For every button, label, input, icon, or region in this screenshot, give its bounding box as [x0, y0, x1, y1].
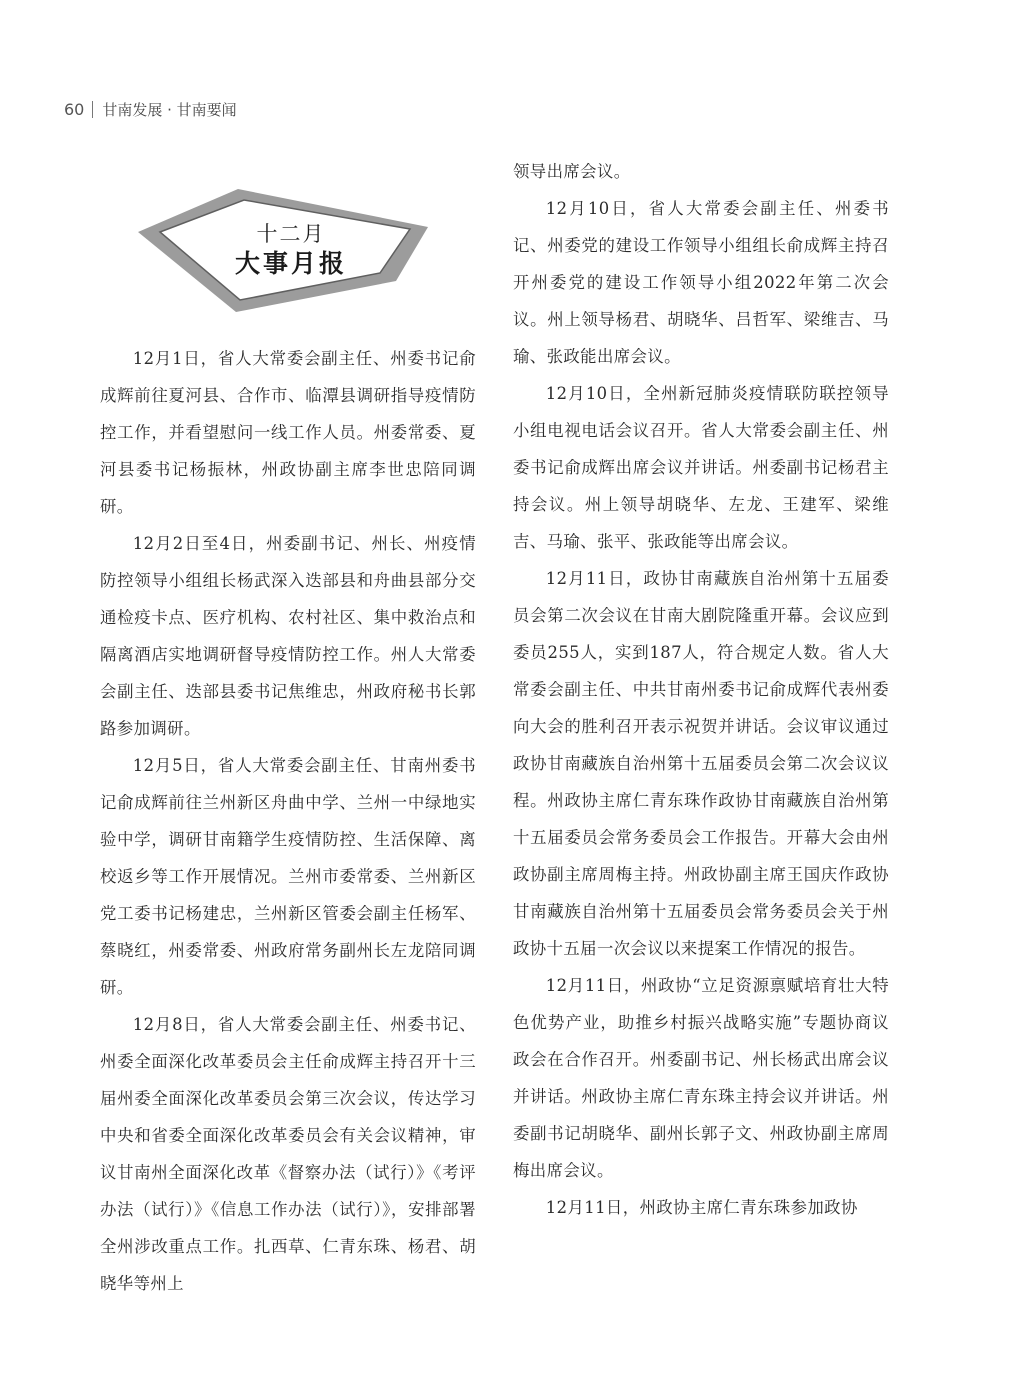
- paragraph-dec10-party-building: 12月10日，省人大常委会副主任、州委书记、州委党的建设工作领导小组组长俞成辉主持召开州委党的建设工作领导小组2022年第二次会议。州上领导杨君、胡晓华、吕哲军、梁维吉、马瑜、张政能出席会议。: [513, 199, 889, 366]
- paragraph-dec11-consultation: 12月11日，州政协“立足资源禀赋培育壮大特色优势产业，助推乡村振兴战略实施”专题协商议政会在合作召开。州委副书记、州长杨武出席会议并讲话。州政协主席仁青东珠主持会议并讲话。州委副书记胡晓华、副州长郭子文、州政协副主席周梅出席会议。: [513, 976, 889, 1180]
- title-box: [134, 186, 430, 316]
- title-line-month: 十二月: [256, 222, 326, 246]
- page-number: 60: [64, 100, 85, 119]
- right-column: [513, 153, 889, 1226]
- paragraph-dec8: 12月8日，省人大常委会副主任、州委书记、州委全面深化改革委员会主任俞成辉主持召开十三届州委全面深化改革委员会第三次会议，传达学习中央和省委全面深化改革委员会有关会议精神，审议甘南州全面深化改革《督察办法（试行）》《考评办法（试行）》《信息工作办法（试行）》，安排部署全州涉改重点工作。扎西草、仁青东珠、杨君、胡晓华等州上: [100, 1015, 476, 1293]
- paragraph-dec10-epidemic: 12月10日，全州新冠肺炎疫情联防联控领导小组电视电话会议召开。省人大常委会副主任、州委书记俞成辉出席会议并讲话。州委副书记杨君主持会议。州上领导胡晓华、左龙、王建军、梁维吉、马瑜、张平、张政能等出席会议。: [513, 384, 889, 551]
- paragraph-dec1: 12月1日，省人大常委会副主任、州委书记俞成辉前往夏河县、合作市、临潭县调研指导疫情防控工作，并看望慰问一线工作人员。州委常委、夏河县委书记杨振林，州政协副主席李世忠陪同调研。: [100, 349, 476, 516]
- title-line-report: 大事月报: [234, 249, 347, 278]
- paragraph-continuation: 领导出席会议。: [513, 162, 631, 181]
- paragraph-dec11-cppcc-chair: 12月11日，州政协主席仁青东珠参加政协: [545, 1198, 858, 1217]
- paragraph-dec2-4: 12月2日至4日，州委副书记、州长、州疫情防控领导小组组长杨武深入迭部县和舟曲县部分交通检疫卡点、医疗机构、农村社区、集中救治点和隔离酒店实地调研督导疫情防控工作。州人大常委会副主任、迭部县委书记焦维忠，州政府秘书长郭路参加调研。: [100, 534, 476, 738]
- left-column: [100, 340, 476, 1302]
- paragraph-dec5: 12月5日，省人大常委会副主任、甘南州委书记俞成辉前往兰州新区舟曲中学、兰州一中绿地实验中学，调研甘南籍学生疫情防控、生活保障、离校返乡等工作开展情况。兰州市委常委、兰州新区党工委书记杨建忠，兰州新区管委会副主任杨军、蔡晓红，州委常委、州政府常务副州长左龙陪同调研。: [100, 756, 476, 997]
- header-divider: [92, 101, 93, 118]
- section-title: 甘南发展 · 甘南要闻: [102, 101, 237, 119]
- running-head: [64, 99, 237, 120]
- paragraph-dec11-cppcc-opening: 12月11日，政协甘南藏族自治州第十五届委员会第二次会议在甘南大剧院隆重开幕。会议应到委员255人，实到187人，符合规定人数。省人大常委会副主任、中共甘南州委书记俞成辉代表州委向大会的胜利召开表示祝贺并讲话。会议审议通过政协甘南藏族自治州第十五届委员会第二次会议议程。州政协主席仁青东珠作政协甘南藏族自治州第十五届委员会常务委员会工作报告。开幕大会由州政协副主席周梅主持。州政协副主席王国庆作政协甘南藏族自治州第十五届委员会常务委员会关于州政协十五届一次会议以来提案工作情况的报告。: [513, 569, 889, 958]
